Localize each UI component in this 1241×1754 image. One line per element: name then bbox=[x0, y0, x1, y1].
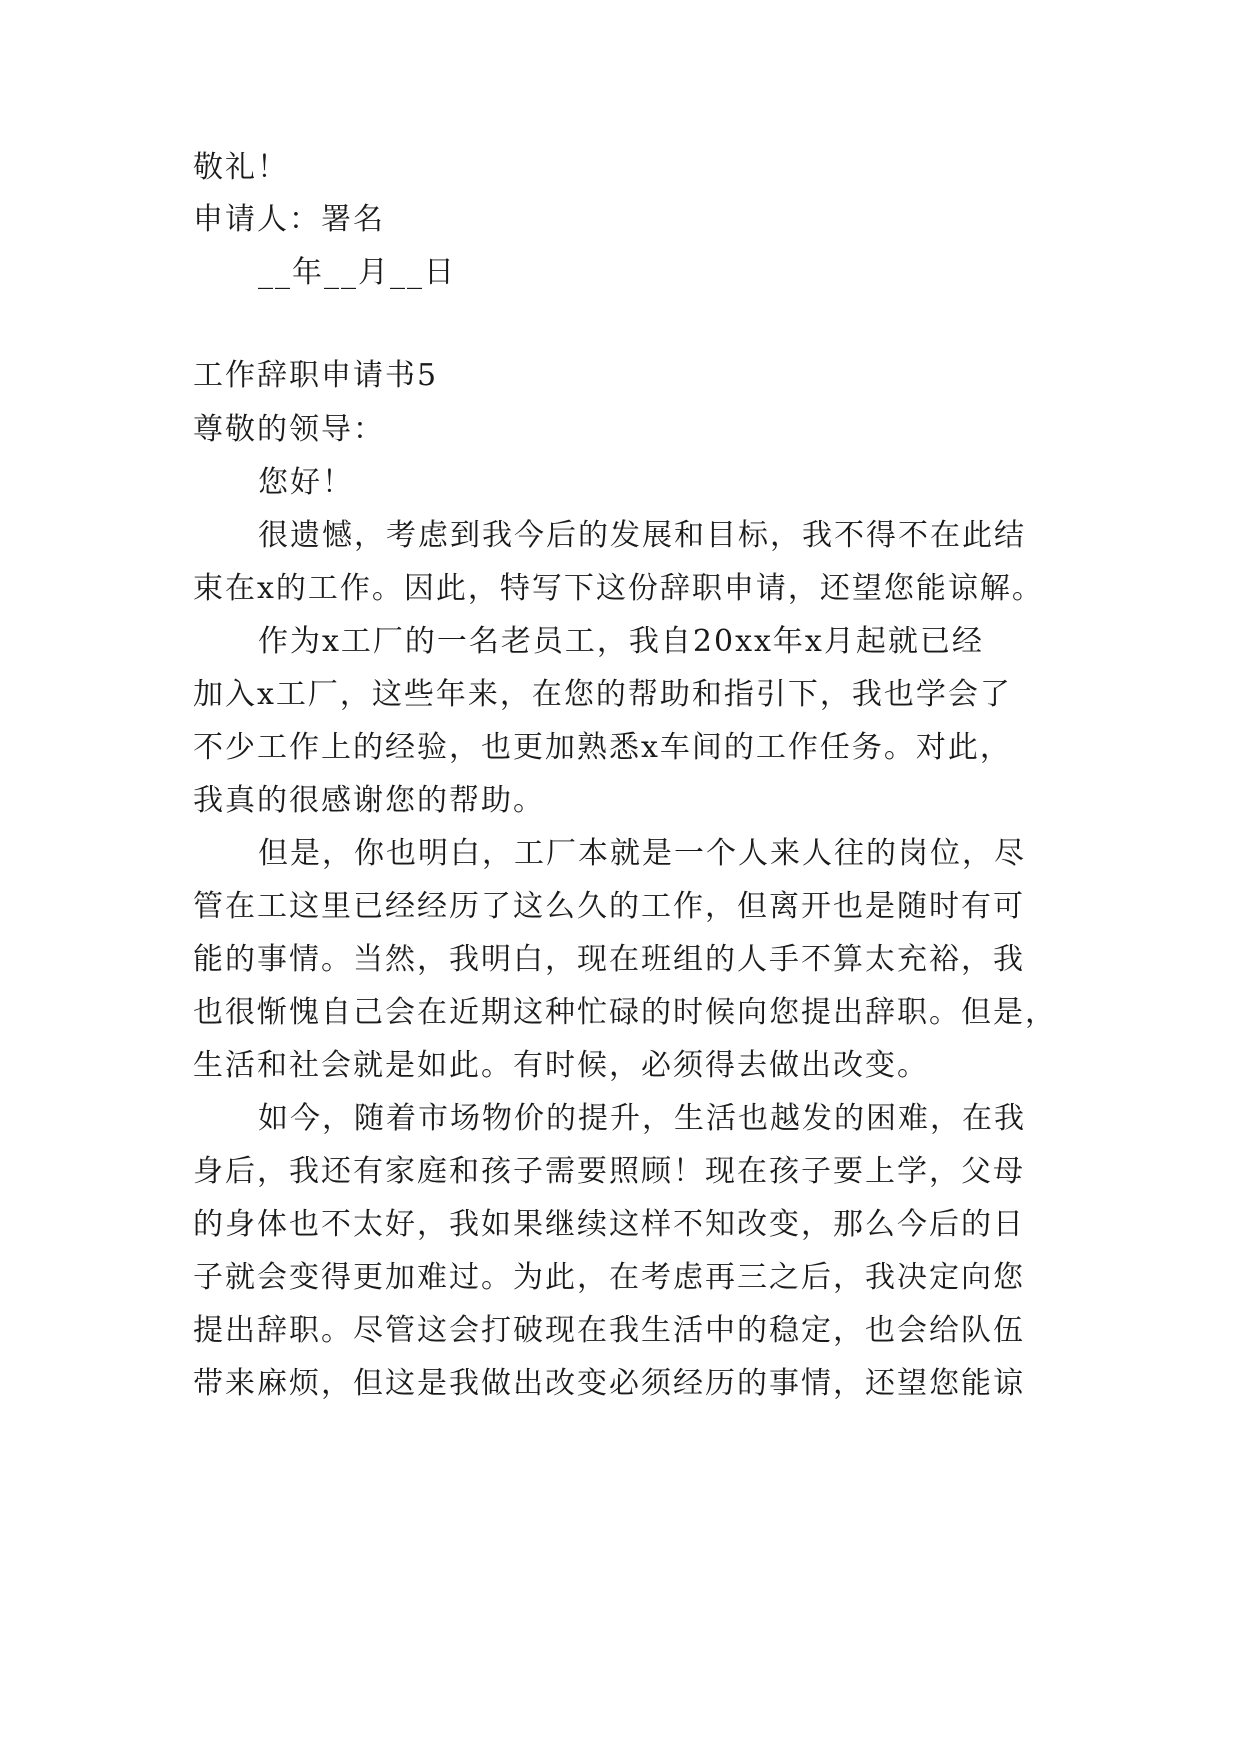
paragraph-line: 也很惭愧自己会在近期这种忙碌的时候向您提出辞职。但是， bbox=[193, 995, 1057, 1030]
paragraph-line: 作为x工厂的一名老员工，我自20xx年x月起就已经 bbox=[258, 624, 984, 659]
closing-salutation: 敬礼！ bbox=[193, 150, 289, 185]
letter-hello: 您好！ bbox=[258, 465, 354, 500]
paragraph-line: 身后，我还有家庭和孩子需要照顾！现在孩子要上学，父母 bbox=[193, 1154, 1025, 1189]
letter-title: 工作辞职申请书5 bbox=[193, 358, 439, 393]
paragraph-line: 如今，随着市场物价的提升，生活也越发的困难，在我 bbox=[258, 1101, 1026, 1136]
paragraph-line: 加入x工厂，这些年来，在您的帮助和指引下，我也学会了 bbox=[193, 677, 1012, 712]
applicant-signature: 申请人：署名 bbox=[193, 202, 385, 237]
date-line: __年__月__日 bbox=[258, 255, 456, 290]
paragraph-line: 很遗憾，考虑到我今后的发展和目标，我不得不在此结 bbox=[258, 518, 1026, 553]
paragraph-line: 但是，你也明白，工厂本就是一个人来人往的岗位，尽 bbox=[258, 836, 1026, 871]
paragraph-line: 管在工这里已经经历了这么久的工作，但离开也是随时有可 bbox=[193, 889, 1025, 924]
paragraph-line: 不少工作上的经验，也更加熟悉x车间的工作任务。对此， bbox=[193, 730, 1012, 765]
paragraph-line: 的身体也不太好，我如果继续这样不知改变，那么今后的日 bbox=[193, 1207, 1025, 1242]
paragraph-line: 能的事情。当然，我明白，现在班组的人手不算太充裕，我 bbox=[193, 942, 1025, 977]
paragraph-line: 束在x的工作。因此，特写下这份辞职申请，还望您能谅解。 bbox=[193, 571, 1044, 606]
paragraph-line: 带来麻烦，但这是我做出改变必须经历的事情，还望您能谅 bbox=[193, 1366, 1025, 1401]
paragraph-line: 子就会变得更加难过。为此，在考虑再三之后，我决定向您 bbox=[193, 1260, 1025, 1295]
paragraph-line: 提出辞职。尽管这会打破现在我生活中的稳定，也会给队伍 bbox=[193, 1313, 1025, 1348]
paragraph-line: 我真的很感谢您的帮助。 bbox=[193, 783, 545, 818]
paragraph-line: 生活和社会就是如此。有时候，必须得去做出改变。 bbox=[193, 1048, 929, 1083]
letter-greeting: 尊敬的领导： bbox=[193, 412, 385, 447]
